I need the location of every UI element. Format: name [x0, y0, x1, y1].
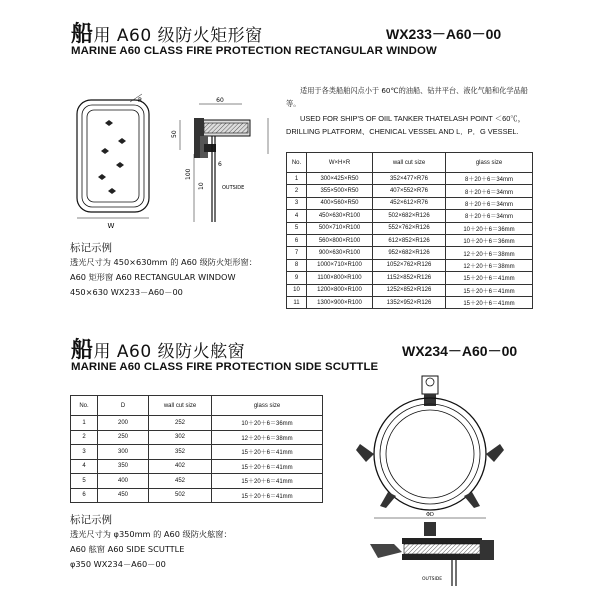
table-cell: 1200×800×R100 [307, 284, 373, 296]
table-cell: 10＋20＋6＝36mm [446, 222, 533, 234]
table-cell: 500×710×R100 [307, 222, 373, 234]
table-cell: 400×560×R50 [307, 197, 373, 209]
section2-en-title: MARINE A60 CLASS FIRE PROTECTION SIDE SCUTTLE [71, 361, 379, 373]
table-header-row [71, 396, 323, 416]
table-header-row [287, 153, 533, 173]
table-cell: 5 [71, 474, 98, 489]
table-cell: 5 [287, 222, 307, 234]
table-cell: 1052×762×R126 [373, 259, 446, 271]
table-cell: 452×612×R76 [373, 197, 446, 209]
table-cell: 11 [287, 296, 307, 308]
table-header-cell: No. [71, 396, 98, 416]
table-cell: 1300×900×R100 [307, 296, 373, 308]
section1-marking-title: 标记示例 [70, 242, 112, 254]
table-row [287, 234, 533, 246]
section2-marking-title: 标记示例 [70, 514, 112, 526]
section1-en-title: MARINE A60 CLASS FIRE PROTECTION RECTANGULAR WINDOW [71, 45, 437, 57]
table-row [287, 173, 533, 185]
label-10: 10 [198, 182, 205, 190]
rectangular-window-drawing [72, 90, 292, 230]
table-header-cell: glass size [446, 153, 533, 173]
table-cell: 3 [71, 445, 98, 460]
table-row [287, 247, 533, 259]
table2-body [71, 416, 323, 503]
table-cell: 7 [287, 247, 307, 259]
label-diameter: ΦD [426, 512, 434, 518]
section1-desc-cn: 适用于各类船舶闪点小于 60℃的油船、钻井平台、液化气船和化学品船等。 [286, 86, 528, 108]
table-cell: 2 [71, 430, 98, 445]
table-cell: 12＋20＋6＝38mm [446, 259, 533, 271]
table-header-cell: glass size [212, 396, 323, 416]
table-cell: 6 [71, 488, 98, 503]
table-cell: 1252×852×R126 [373, 284, 446, 296]
table1-body [287, 173, 533, 309]
table-cell: 952×682×R126 [373, 247, 446, 259]
side-scuttle-drawing [352, 372, 512, 590]
section1-marking-line2: A60 矩形窗 A60 RECTANGULAR WINDOW [70, 272, 236, 282]
table-cell: 352 [149, 445, 212, 460]
section2-marking-line3: φ350 WX234－A60－00 [70, 559, 166, 569]
section1-marking-line3: 450×630 WX233－A60－00 [70, 287, 183, 297]
table-row [287, 197, 533, 209]
table-cell: 6 [287, 234, 307, 246]
table-cell: 200 [98, 416, 149, 431]
table-cell: 452 [149, 474, 212, 489]
table-cell: 300×425×R50 [307, 173, 373, 185]
table-cell: 15＋20＋6＝41mm [446, 296, 533, 308]
table-cell: 15＋20＋6＝41mm [212, 445, 323, 460]
table-cell: 4 [71, 459, 98, 474]
table-cell: 10 [287, 284, 307, 296]
side-scuttle-spec-table [70, 395, 323, 503]
table-cell: 8 [287, 259, 307, 271]
table-cell: 9 [287, 272, 307, 284]
table-cell: 15＋20＋6＝41mm [446, 284, 533, 296]
table-cell: 8＋20＋6＝34mm [446, 210, 533, 222]
table-cell: 12＋20＋6＝38mm [446, 247, 533, 259]
rectangular-window-spec-table [286, 152, 533, 309]
table-cell: 402 [149, 459, 212, 474]
table-header-cell: D [98, 396, 149, 416]
table-cell: 350 [98, 459, 149, 474]
section1-marking-line1: 透光尺寸为 450×630mm 的 A60 级防火矩形窗： [70, 257, 257, 267]
table-cell: 560×800×R100 [307, 234, 373, 246]
section2-cn-title: 船用 A60 级防火舷窗 [71, 338, 246, 363]
table-row [71, 416, 323, 431]
table-row [287, 210, 533, 222]
section1-cn-title: 船用 A60 级防火矩形窗 [71, 22, 263, 47]
label-6: 6 [218, 161, 222, 168]
table-cell: 12＋20＋6＝38mm [212, 430, 323, 445]
table-cell: 1000×710×R100 [307, 259, 373, 271]
table-row [287, 296, 533, 308]
label-w: W [107, 222, 115, 230]
table-cell: 15＋20＋6＝41mm [212, 474, 323, 489]
table-cell: 3 [287, 197, 307, 209]
table-cell: 8＋20＋6＝34mm [446, 173, 533, 185]
table-row [71, 430, 323, 445]
section1-code: WX233－A60－00 [386, 26, 502, 42]
label-100: 100 [185, 168, 192, 180]
table-row [287, 272, 533, 284]
label-r: R [138, 97, 143, 104]
table-cell: 2 [287, 185, 307, 197]
table-cell: 900×630×R100 [307, 247, 373, 259]
table-cell: 1100×800×R100 [307, 272, 373, 284]
table-row [287, 259, 533, 271]
table-cell: 10＋20＋6＝36mm [446, 234, 533, 246]
table-cell: 15＋20＋6＝41mm [212, 488, 323, 503]
table-cell: 15＋20＋6＝41mm [212, 459, 323, 474]
table-cell: 252 [149, 416, 212, 431]
table-row [287, 222, 533, 234]
table-cell: 1152×852×R126 [373, 272, 446, 284]
table-cell: 450×630×R100 [307, 210, 373, 222]
table-cell: 1 [287, 173, 307, 185]
table-cell: 352×477×R76 [373, 173, 446, 185]
label-50: 50 [171, 130, 178, 138]
table-row [71, 474, 323, 489]
table-cell: 407×552×R76 [373, 185, 446, 197]
table-cell: 400 [98, 474, 149, 489]
table-cell: 1 [71, 416, 98, 431]
table-row [71, 488, 323, 503]
section1-desc-en: USED FOR SHIP'S OF OIIL TANKER THATELASH POINT ＜60℃，DRILLING PLATFORM、CHENICAL VESSEL AND L．P．G VESSEL. [286, 114, 526, 136]
table-cell: 8＋20＋6＝34mm [446, 185, 533, 197]
section2-marking-line2: A60 舷窗 A60 SIDE SCUTTLE [70, 544, 185, 554]
table-cell: 302 [149, 430, 212, 445]
label-outside: OUTSIDE [222, 185, 245, 191]
table-header-cell: wall cut size [373, 153, 446, 173]
table-header-cell: W×H×R [307, 153, 373, 173]
section2-marking-line1: 透光尺寸为 φ350mm 的 A60 级防火舷窗： [70, 529, 232, 539]
table-row [287, 185, 533, 197]
table-header-cell: wall cut size [149, 396, 212, 416]
table-cell: 502 [149, 488, 212, 503]
label-60: 60 [216, 97, 224, 104]
table-cell: 8＋20＋6＝34mm [446, 197, 533, 209]
table-row [71, 445, 323, 460]
table-cell: 502×682×R126 [373, 210, 446, 222]
table-row [71, 459, 323, 474]
table-row [287, 284, 533, 296]
table-cell: 1352×952×R126 [373, 296, 446, 308]
table-cell: 4 [287, 210, 307, 222]
label-outside-2: OUTSIDE [422, 577, 443, 582]
table-cell: 355×500×R50 [307, 185, 373, 197]
table-cell: 612×852×R126 [373, 234, 446, 246]
section2-code: WX234－A60－00 [402, 343, 518, 359]
table-cell: 250 [98, 430, 149, 445]
table-cell: 300 [98, 445, 149, 460]
table-cell: 552×762×R126 [373, 222, 446, 234]
table-cell: 15＋20＋6＝41mm [446, 272, 533, 284]
table-header-cell: No. [287, 153, 307, 173]
table-cell: 450 [98, 488, 149, 503]
table-cell: 10＋20＋6＝36mm [212, 416, 323, 431]
